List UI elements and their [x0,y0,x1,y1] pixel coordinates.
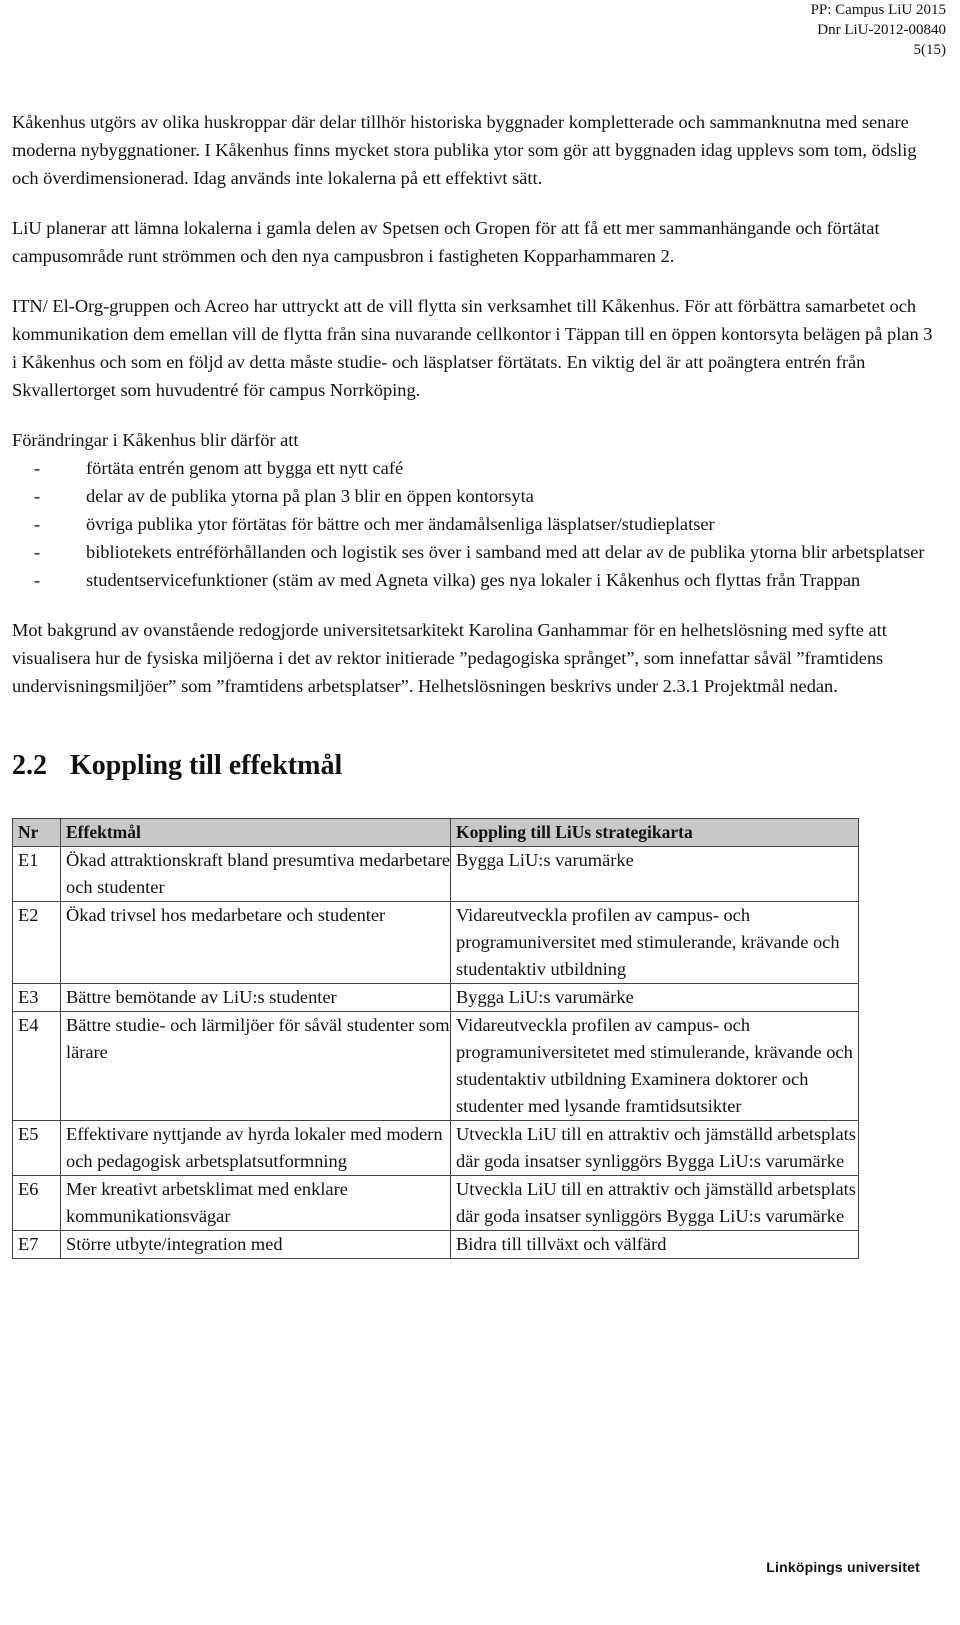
table-cell: Vidareutveckla profilen av campus- och programuniversitet med stimulerande, krävande och studentaktiv utbildning [451,902,859,984]
table-cell: Ökad trivsel hos medarbetare och studenter [61,902,451,984]
table-cell: Utveckla LiU till en attraktiv och jämställd arbetsplats där goda insatser synliggörs Bygga LiU:s varumärke [451,1121,859,1176]
list-item: - delar av de publika ytorna på plan 3 blir en öppen kontorsyta [12,482,942,510]
table-row [13,902,859,984]
university-logo: Linköpings universitet [766,1559,920,1575]
section-title: Koppling till effektmål [70,750,343,781]
project-title: PP: Campus LiU 2015 [810,2,946,18]
page-number: 5(15) [913,42,946,58]
column-header-koppling: Koppling till LiUs strategikarta [451,819,859,847]
document-number: Dnr LiU-2012-00840 [817,22,946,38]
list-item: - studentservicefunktioner (stäm av med Agneta vilka) ges nya lokaler i Kåkenhus och flyttas från Trappan [12,566,942,594]
section-number: 2.2 [12,750,47,781]
table-cell: E4 [13,1012,61,1121]
table-cell: Bättre studie- och lärmiljöer för såväl studenter som lärare [61,1012,451,1121]
column-header-effektmal: Effektmål [61,819,451,847]
document-body [12,108,942,1259]
table-row [13,1121,859,1176]
table-row [13,1012,859,1121]
table-cell: Utveckla LiU till en attraktiv och jämställd arbetsplats där goda insatser synliggörs Bygga LiU:s varumärke [451,1176,859,1231]
paragraph: Kåkenhus utgörs av olika huskroppar där delar tillhör historiska byggnader kompletterade och sammanknutna med senare moderna nybyggnationer. I Kåkenhus finns mycket stora publika ytor som gör att byggnaden idag upplevs som tom, ödslig och överdimensionerad. Idag används inte lokalerna på ett effektivt sätt. [12,112,917,188]
list-item: - förtäta entrén genom att bygga ett nytt café [12,454,942,482]
table-cell: E2 [13,902,61,984]
section-heading [12,748,942,784]
paragraph: Mot bakgrund av ovanstående redogjorde universitetsarkitekt Karolina Ganhammar för en helhetslösning med syfte att visualisera hur de fysiska miljöerna i det av rektor initierade ”pedagogiska språnget”, som innefattar såväl ”framtidens undervisningsmiljöer” som ”framtidens arbetsplatser”. Helhetslösningen beskrivs under 2.3.1 Projektmål nedan. [12,620,887,696]
table-cell: Större utbyte/integration med [61,1231,451,1259]
column-header-nr: Nr [13,819,61,847]
table-cell: Vidareutveckla profilen av campus- och programuniversitetet med stimulerande, krävande och studentaktiv utbildning Examinera doktorer och studenter med lysande framtidsutsikter [451,1012,859,1121]
effect-goals-table [12,818,859,1259]
table-cell: E6 [13,1176,61,1231]
table-cell: E3 [13,984,61,1012]
table-row [13,1231,859,1259]
list-intro: Förändringar i Kåkenhus blir därför att [12,430,299,450]
paragraph: LiU planerar att lämna lokalerna i gamla delen av Spetsen och Gropen för att få ett mer sammanhängande och förtätat campusområde runt strömmen och den nya campusbron i fastigheten Kopparhammaren 2. [12,218,880,266]
list-item: - bibliotekets entréförhållanden och logistik ses över i samband med att delar av de publika ytorna blir arbetsplatser [12,538,942,566]
table-row [13,984,859,1012]
table-cell: Bättre bemötande av LiU:s studenter [61,984,451,1012]
table-cell: Bidra till tillväxt och välfärd [451,1231,859,1259]
list-item: - övriga publika ytor förtätas för bättre och mer ändamålsenliga läsplatser/studieplatser [12,510,942,538]
table-cell: E7 [13,1231,61,1259]
table-cell: Bygga LiU:s varumärke [451,984,859,1012]
page-header [811,0,946,60]
table-cell: Bygga LiU:s varumärke [451,847,859,902]
table-row [13,847,859,902]
table-row [13,1176,859,1231]
table-cell: Mer kreativt arbetsklimat med enklare kommunikationsvägar [61,1176,451,1231]
changes-list [12,454,942,594]
table-cell: Effektivare nyttjande av hyrda lokaler med modern och pedagogisk arbetsplatsutformning [61,1121,451,1176]
table-cell: Ökad attraktionskraft bland presumtiva medarbetare och studenter [61,847,451,902]
table-header-row [13,819,859,847]
table-cell: E5 [13,1121,61,1176]
paragraph: ITN/ El-Org-gruppen och Acreo har uttryckt att de vill flytta sin verksamhet till Kåkenhus. För att förbättra samarbetet och kommunikation dem emellan vill de flytta från sina nuvarande cellkontor i Täppan till en öppen kontorsyta belägen på plan 3 i Kåkenhus och som en följd av detta måste studie- och läsplatser förtätats. En viktig del är att poängtera entrén från Skvallertorget som huvudentré för campus Norrköping. [12,296,933,400]
table-cell: E1 [13,847,61,902]
